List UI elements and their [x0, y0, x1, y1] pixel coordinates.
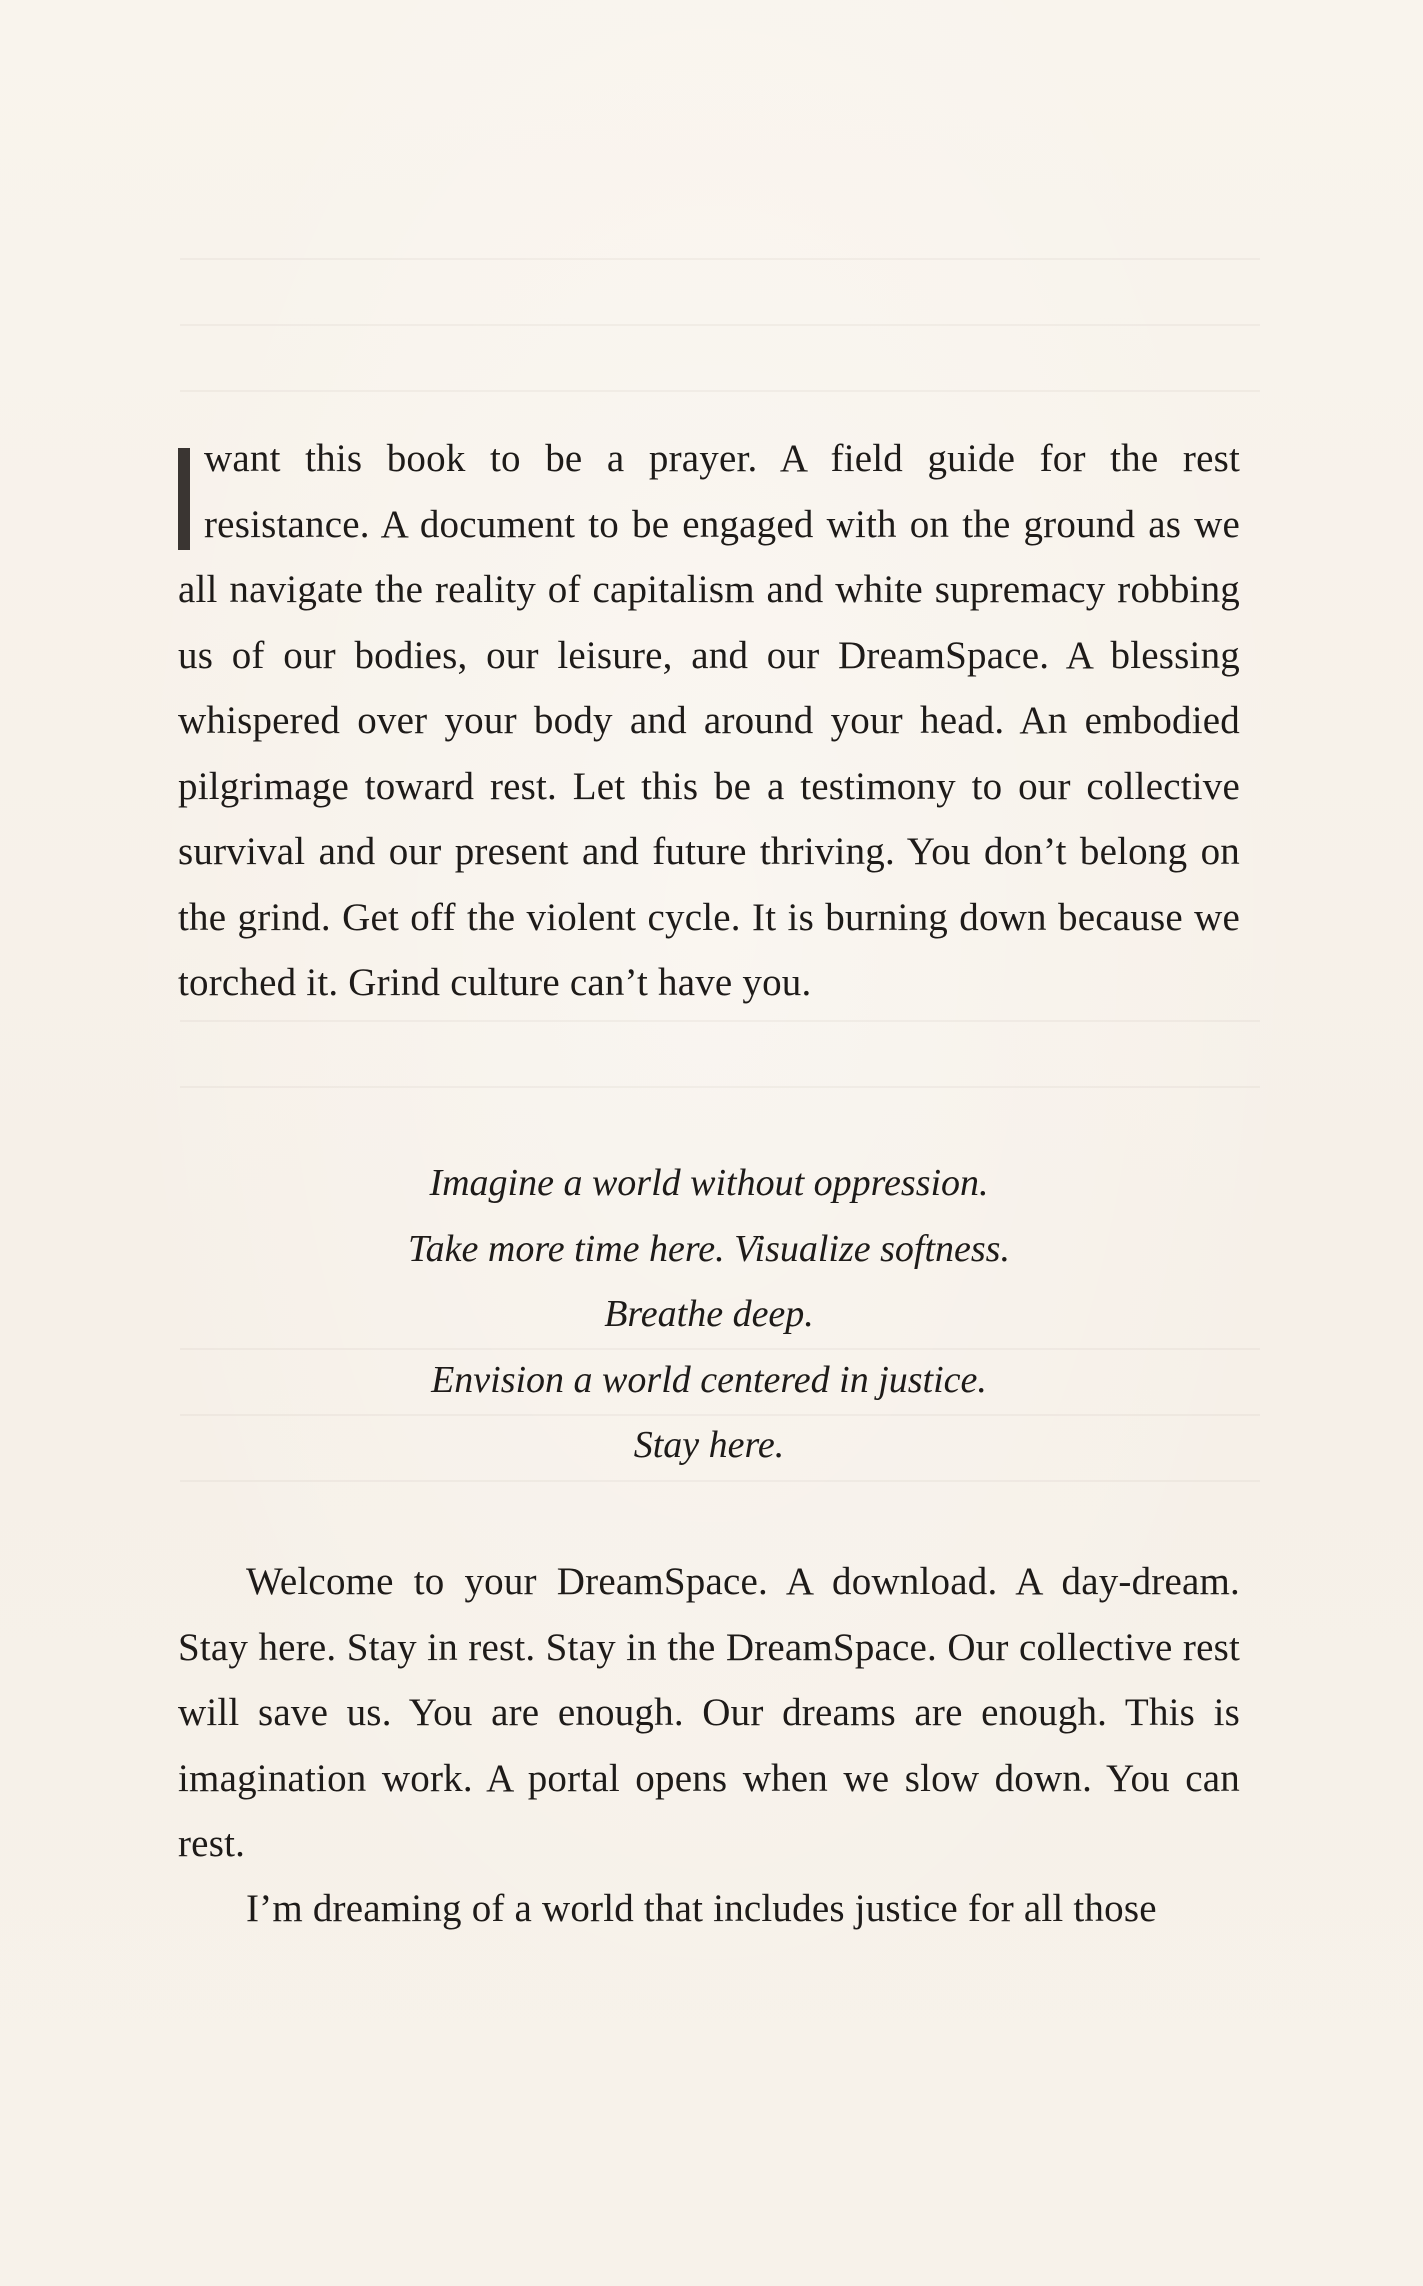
- paragraph-2: [178, 1549, 1240, 1877]
- bleed-through-line: [180, 1480, 1260, 1482]
- paragraph-1: [178, 426, 1240, 1016]
- poem-line: Imagine a world without oppression.: [429, 1162, 989, 1204]
- bleed-through-line: [180, 1086, 1260, 1088]
- paragraph-1-text: [178, 426, 1240, 1016]
- drop-cap: [178, 448, 190, 550]
- bleed-through-line: [180, 258, 1260, 260]
- bleed-through-line: [180, 1020, 1260, 1022]
- paragraph-1-body: want this book to be a prayer. A field guide for the rest resistance. A document to be engaged with on the ground as we all navigate the reality of capitalism and white supremacy robbing us of our bodies, our leisure, and our DreamSpace. A blessing whispered over your body and around your head. An embodied pilgrimage toward rest. Let this be a testimony to our collective survival and our present and future thriving. You don’t belong on the grind. Get off the violent cycle. It is burning down because we torched it. Grind culture can’t have you.: [178, 437, 1240, 1004]
- poem-line: Envision a world centered in justice.: [431, 1358, 987, 1401]
- paragraph-3: [178, 1876, 1240, 1942]
- poem-line: Stay here.: [633, 1424, 785, 1466]
- bleed-through-line: [180, 390, 1260, 392]
- poem-block: [178, 1151, 1240, 1479]
- paragraph-3-text: I’m dreaming of a world that includes justice for all those: [246, 1887, 1157, 1930]
- bleed-through-line: [180, 324, 1260, 326]
- poem-line: Breathe deep.: [604, 1293, 814, 1335]
- poem-line: Take more time here. Visualize softness.: [408, 1227, 1010, 1270]
- paragraph-2-text: Welcome to your DreamSpace. A download. A day-dream. Stay here. Stay in rest. Stay in the DreamSpace. Our collective rest will save us. You are enough. Our dreams are enough. This is imagination work. A portal opens when we slow down. You can rest.: [178, 1560, 1240, 1865]
